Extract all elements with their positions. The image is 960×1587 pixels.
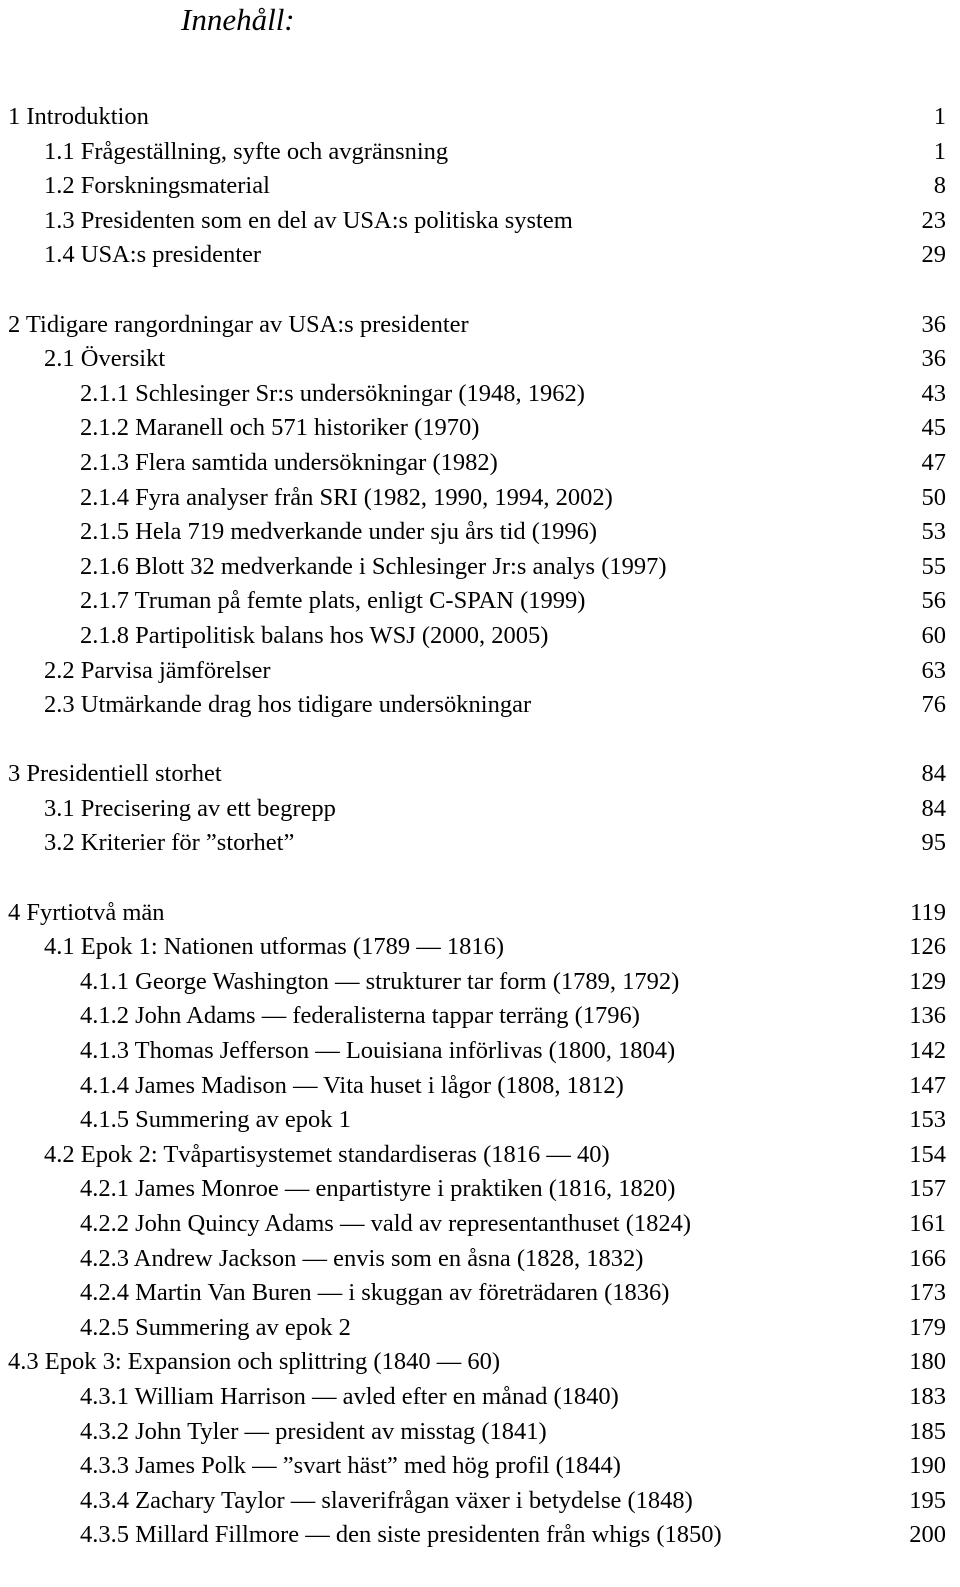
toc-entry-title: 4.3.4 Zachary Taylor — slaverifrågan växer i betydelse (1848) [80,1486,693,1514]
toc-entry [0,1415,960,1450]
toc-entry-page: 157 [909,1175,946,1203]
toc-entry-title: 1.3 Presidenten som en del av USA:s politiska system [44,206,573,234]
toc-entry-title: 2.1.7 Truman på femte plats, enligt C-SPAN (1999) [80,587,586,615]
toc-entry [0,1518,960,1553]
toc-entry-page: 23 [921,206,946,234]
toc-entry-title: 4.1.4 James Madison — Vita huset i lågor (1808, 1812) [80,1071,624,1099]
toc-heading: Innehåll: [181,2,295,37]
toc-entry-page: 1 [933,103,946,130]
toc-entry [0,1484,960,1519]
toc-entry-title: 2.1.4 Fyra analyser från SRI (1982, 1990, 1994, 2002) [80,483,613,511]
toc-entry-page: 161 [909,1210,946,1237]
toc-entry-page: 84 [921,760,946,788]
toc-entry [0,1311,960,1346]
toc-entry-title: 3.1 Precisering av ett begrepp [44,794,336,822]
toc-entry [0,619,960,654]
toc-entry-title: 4.2 Epok 2: Tvåpartisystemet standardiseras (1816 — 40) [44,1140,610,1168]
toc-entry-title: 3.2 Kriterier för ”storhet” [44,829,295,857]
toc-entry-page: 36 [921,345,946,373]
toc-entry-page: 136 [909,1002,946,1030]
toc-entry-page: 185 [909,1417,946,1445]
toc-entry-title: 4.2.5 Summering av epok 2 [80,1313,351,1341]
toc-entry [0,792,960,827]
toc-entry-title: 4.1.5 Summering av epok 1 [80,1106,351,1134]
toc-entry-page: 45 [921,414,946,442]
toc-entry [0,1207,960,1242]
toc-entry-page: 63 [921,656,946,684]
toc-entry-page: 50 [921,483,946,511]
toc-entry-page: 55 [921,552,946,580]
toc-entry-page: 1 [933,137,946,165]
toc-entry-page: 126 [909,933,946,961]
toc-entry-page: 53 [921,518,946,546]
toc-entry-title: 2.1.6 Blott 32 medverkande i Schlesinger Jr:s analys (1997) [80,552,667,580]
toc-entry-title: 4.2.4 Martin Van Buren — i skuggan av företrädaren (1836) [80,1279,670,1307]
toc-entry [0,204,960,239]
toc-entry [0,308,960,343]
toc-entry [0,550,960,585]
toc-entry-page: 153 [909,1106,946,1134]
toc-entry [0,999,960,1034]
toc-entry-page: 43 [921,379,946,407]
toc-entry [0,1172,960,1207]
toc-entry-title: 1.1 Frågeställning, syfte och avgränsning [44,137,449,165]
toc-entry [0,169,960,204]
toc-entry-title: 2 Tidigare rangordningar av USA:s presidenter [8,310,469,338]
toc-entry [0,965,960,1000]
toc-entry-title: 1.2 Forskningsmaterial [44,172,270,200]
toc-entry-page: 180 [909,1348,946,1376]
toc-entry [0,446,960,481]
toc-entry-page: 47 [921,448,946,476]
toc-entry-title: 4 Fyrtiotvå män [8,898,165,926]
toc-entry-title: 4.1.3 Thomas Jefferson — Louisiana införlivas (1800, 1804) [80,1037,676,1065]
toc-entry [0,930,960,965]
toc-entry [0,342,960,377]
toc-entry-page: 179 [909,1313,946,1341]
toc-entry-page: 129 [909,967,946,995]
toc-entry [0,1276,960,1311]
toc-entry [0,1103,960,1138]
toc-entry-page: 200 [909,1521,946,1549]
toc-entry-title: 4.1 Epok 1: Nationen utformas (1789 — 1816) [44,933,504,961]
toc-entry [0,481,960,516]
toc-entry-page: 173 [909,1279,946,1307]
toc-entry-page: 166 [909,1244,946,1272]
toc-entry-title: 2.2 Parvisa jämförelser [44,656,271,684]
toc-entry-title: 2.3 Utmärkande drag hos tidigare undersökningar [44,691,532,719]
toc-entry-page: 142 [909,1037,946,1065]
toc-entry-title: 1.4 USA:s presidenter [44,241,262,269]
toc-entry [0,377,960,412]
toc-entry-title: 4.1.1 George Washington — strukturer tar form (1789, 1792) [80,967,680,995]
toc-entry [0,826,960,861]
toc-entry-page: 195 [909,1486,946,1514]
toc-entry-title: 4.3.2 John Tyler — president av misstag (1841) [80,1417,547,1445]
toc-entry [0,238,960,273]
toc-entry-title: 4.3.1 William Harrison — avled efter en månad (1840) [80,1382,619,1410]
toc-entry [0,688,960,723]
toc-entry [0,1242,960,1277]
toc-entry-title: 4.2.3 Andrew Jackson — envis som en åsna (1828, 1832) [80,1244,644,1272]
toc-entry-title: 4.3.3 James Polk — ”svart häst” med hög profil (1844) [80,1452,621,1480]
toc-entry-title: 2.1 Översikt [44,345,166,373]
toc-entry-title: 2.1.5 Hela 719 medverkande under sju års tid (1996) [80,518,598,546]
toc-entry-page: 154 [909,1140,946,1168]
toc-entry-title: 2.1.3 Flera samtida undersökningar (1982) [80,448,498,476]
toc-entry [0,1345,960,1380]
toc-entry [0,757,960,792]
toc-entry-page: 84 [921,794,946,822]
toc-entry [0,1034,960,1069]
toc-entry-page: 56 [921,587,946,615]
toc-entry-page: 76 [921,691,946,719]
toc-entry-page: 8 [933,172,946,200]
toc-entry-title: 4.2.2 John Quincy Adams — vald av representanthuset (1824) [80,1210,692,1237]
toc-entry [0,1138,960,1173]
toc-entry-page: 190 [909,1452,946,1480]
toc-entry [0,1380,960,1415]
toc-entry-page: 147 [909,1071,946,1099]
toc-entry [0,1449,960,1484]
toc-entry-page: 95 [921,829,946,857]
toc-entry-title: 4.3 Epok 3: Expansion och splittring (1840 — 60) [8,1348,500,1376]
toc-entry-page: 119 [910,898,946,926]
toc-entry-title: 2.1.1 Schlesinger Sr:s undersökningar (1948, 1962) [80,379,585,407]
toc-entry [0,135,960,170]
toc-entry-page: 29 [921,241,946,269]
toc-entry-title: 3 Presidentiell storhet [8,760,222,788]
toc-entry-title: 4.1.2 John Adams — federalisterna tappar terräng (1796) [80,1002,640,1030]
toc-entry-page: 36 [921,310,946,338]
toc-entry-page: 183 [909,1382,946,1410]
toc-entry [0,654,960,689]
toc-entry [0,100,960,135]
toc-entry-title: 2.1.2 Maranell och 571 historiker (1970) [80,414,480,442]
toc-list [0,100,960,1553]
toc-entry-page: 60 [921,621,946,649]
toc-entry [0,1069,960,1104]
toc-entry [0,411,960,446]
toc-entry [0,584,960,619]
toc-entry [0,896,960,931]
toc-entry-title: 2.1.8 Partipolitisk balans hos WSJ (2000, 2005) [80,621,549,649]
toc-entry-title: 4.2.1 James Monroe — enpartistyre i praktiken (1816, 1820) [80,1175,676,1203]
toc-entry-title: 4.3.5 Millard Fillmore — den siste presidenten från whigs (1850) [80,1521,722,1549]
toc-entry-title: 1 Introduktion [8,103,149,130]
toc-entry [0,515,960,550]
